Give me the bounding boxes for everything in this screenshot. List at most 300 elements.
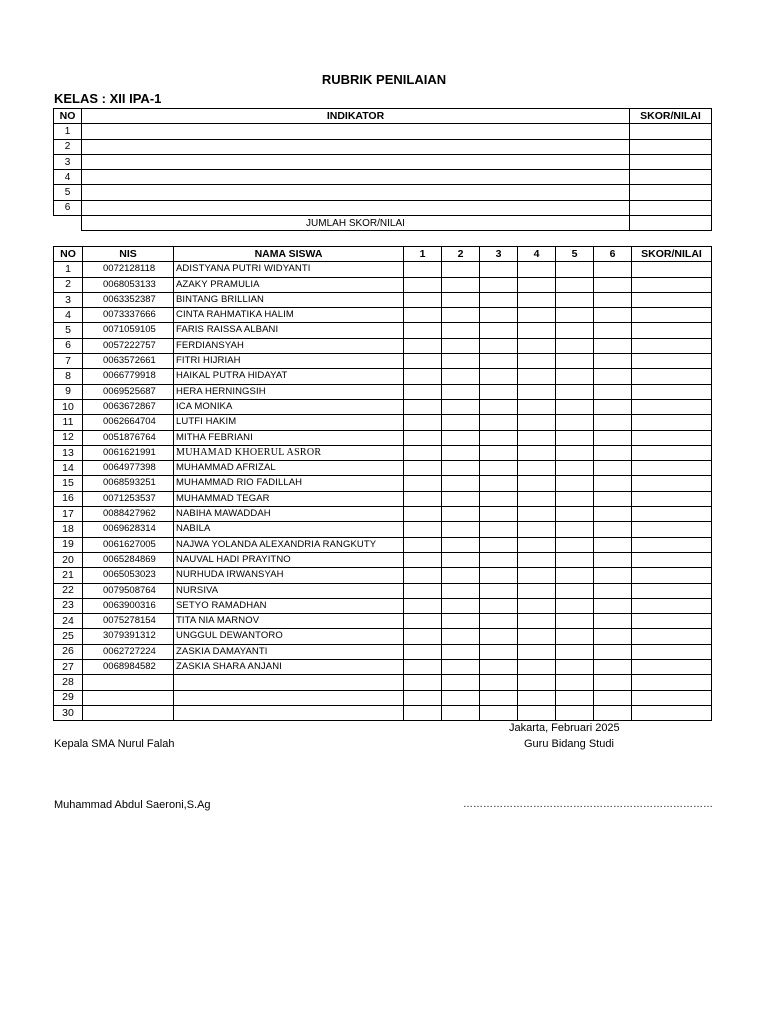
student-nis: 0063352387 bbox=[83, 292, 174, 307]
criteria-2-score-cell bbox=[442, 369, 480, 384]
student-nis: 0073337666 bbox=[83, 308, 174, 323]
indicator-score-cell bbox=[630, 124, 712, 139]
total-score-cell bbox=[632, 690, 712, 705]
criteria-6-score-cell bbox=[594, 705, 632, 720]
criteria-1-score-cell bbox=[404, 690, 442, 705]
criteria-5-score-cell bbox=[556, 629, 594, 644]
indicator-row bbox=[54, 170, 712, 185]
criteria-5-score-cell bbox=[556, 491, 594, 506]
student-nis bbox=[83, 675, 174, 690]
criteria-6-score-cell bbox=[594, 445, 632, 460]
criteria-1-score-cell bbox=[404, 476, 442, 491]
student-nis: 0072128118 bbox=[83, 262, 174, 277]
student-nis: 0068593251 bbox=[83, 476, 174, 491]
student-nis: 0068984582 bbox=[83, 660, 174, 675]
criteria-5-score-cell bbox=[556, 384, 594, 399]
criteria-4-score-cell bbox=[518, 292, 556, 307]
student-table-body bbox=[54, 262, 712, 721]
criteria-2-score-cell bbox=[442, 644, 480, 659]
criteria-6-header: 6 bbox=[594, 247, 632, 262]
criteria-5-score-cell bbox=[556, 445, 594, 460]
criteria-5-score-cell bbox=[556, 568, 594, 583]
student-name: NURSIVA bbox=[174, 583, 404, 598]
criteria-1-score-cell bbox=[404, 614, 442, 629]
criteria-2-score-cell bbox=[442, 476, 480, 491]
criteria-6-score-cell bbox=[594, 308, 632, 323]
total-score-cell bbox=[632, 660, 712, 675]
total-score-cell bbox=[632, 552, 712, 567]
student-row bbox=[54, 354, 712, 369]
criteria-5-score-cell bbox=[556, 277, 594, 292]
total-score-cell bbox=[632, 399, 712, 414]
criteria-4-score-cell bbox=[518, 399, 556, 414]
criteria-6-score-cell bbox=[594, 660, 632, 675]
criteria-2-score-cell bbox=[442, 430, 480, 445]
student-no: 19 bbox=[54, 537, 83, 552]
total-score-cell bbox=[632, 262, 712, 277]
criteria-2-score-cell bbox=[442, 262, 480, 277]
student-no: 15 bbox=[54, 476, 83, 491]
total-score-cell bbox=[632, 384, 712, 399]
criteria-4-score-cell bbox=[518, 568, 556, 583]
student-row bbox=[54, 552, 712, 567]
teacher-signature-line: ………………………………………………………………… bbox=[463, 799, 713, 810]
criteria-4-score-cell bbox=[518, 690, 556, 705]
total-score-cell bbox=[632, 430, 712, 445]
criteria-6-score-cell bbox=[594, 323, 632, 338]
criteria-5-score-cell bbox=[556, 690, 594, 705]
criteria-4-score-cell bbox=[518, 675, 556, 690]
indicator-header: INDIKATOR bbox=[82, 109, 630, 124]
criteria-5-score-cell bbox=[556, 675, 594, 690]
student-row bbox=[54, 277, 712, 292]
total-score-cell bbox=[632, 491, 712, 506]
student-row bbox=[54, 705, 712, 720]
criteria-5-score-cell bbox=[556, 583, 594, 598]
student-name: MUHAMMAD AFRIZAL bbox=[174, 461, 404, 476]
criteria-5-score-cell bbox=[556, 614, 594, 629]
student-name: NURHUDA IRWANSYAH bbox=[174, 568, 404, 583]
criteria-3-score-cell bbox=[480, 476, 518, 491]
indicator-score-cell bbox=[630, 154, 712, 169]
student-name: NAJWA YOLANDA ALEXANDRIA RANGKUTY bbox=[174, 537, 404, 552]
criteria-3-header: 3 bbox=[480, 247, 518, 262]
student-name: NABILA bbox=[174, 522, 404, 537]
student-nis: 0065284869 bbox=[83, 552, 174, 567]
student-nis: 0075278154 bbox=[83, 614, 174, 629]
criteria-4-score-cell bbox=[518, 614, 556, 629]
student-name bbox=[174, 705, 404, 720]
criteria-4-score-cell bbox=[518, 598, 556, 613]
indicator-no: 4 bbox=[54, 170, 82, 185]
criteria-2-score-cell bbox=[442, 292, 480, 307]
student-name: AZAKY PRAMULIA bbox=[174, 277, 404, 292]
criteria-1-score-cell bbox=[404, 522, 442, 537]
score-header: SKOR/NILAI bbox=[632, 247, 712, 262]
student-name: ZASKIA DAMAYANTI bbox=[174, 644, 404, 659]
student-name: CINTA RAHMATIKA HALIM bbox=[174, 308, 404, 323]
criteria-5-score-cell bbox=[556, 292, 594, 307]
criteria-4-score-cell bbox=[518, 522, 556, 537]
criteria-6-score-cell bbox=[594, 338, 632, 353]
criteria-4-score-cell bbox=[518, 461, 556, 476]
student-nis: 0071059105 bbox=[83, 323, 174, 338]
criteria-1-score-cell bbox=[404, 354, 442, 369]
criteria-6-score-cell bbox=[594, 522, 632, 537]
student-name: HAIKAL PUTRA HIDAYAT bbox=[174, 369, 404, 384]
criteria-5-score-cell bbox=[556, 476, 594, 491]
name-header: NAMA SISWA bbox=[174, 247, 404, 262]
criteria-3-score-cell bbox=[480, 323, 518, 338]
criteria-2-score-cell bbox=[442, 445, 480, 460]
criteria-1-score-cell bbox=[404, 705, 442, 720]
criteria-6-score-cell bbox=[594, 262, 632, 277]
criteria-3-score-cell bbox=[480, 598, 518, 613]
criteria-3-score-cell bbox=[480, 537, 518, 552]
criteria-3-score-cell bbox=[480, 690, 518, 705]
student-nis: 0079508764 bbox=[83, 583, 174, 598]
criteria-2-score-cell bbox=[442, 629, 480, 644]
indicator-total-row bbox=[54, 216, 712, 231]
criteria-3-score-cell bbox=[480, 552, 518, 567]
indicator-no: 6 bbox=[54, 200, 82, 215]
total-score-cell bbox=[632, 323, 712, 338]
student-name: UNGGUL DEWANTORO bbox=[174, 629, 404, 644]
criteria-5-score-cell bbox=[556, 308, 594, 323]
criteria-6-score-cell bbox=[594, 461, 632, 476]
student-nis: 0062664704 bbox=[83, 415, 174, 430]
criteria-5-score-cell bbox=[556, 461, 594, 476]
student-no: 25 bbox=[54, 629, 83, 644]
criteria-3-score-cell bbox=[480, 675, 518, 690]
student-name: FERDIANSYAH bbox=[174, 338, 404, 353]
student-name: ADISTYANA PUTRI WIDYANTI bbox=[174, 262, 404, 277]
criteria-6-score-cell bbox=[594, 675, 632, 690]
student-row bbox=[54, 675, 712, 690]
criteria-3-score-cell bbox=[480, 491, 518, 506]
criteria-2-score-cell bbox=[442, 384, 480, 399]
criteria-4-score-cell bbox=[518, 338, 556, 353]
student-row bbox=[54, 568, 712, 583]
student-no: 2 bbox=[54, 277, 83, 292]
student-row bbox=[54, 614, 712, 629]
student-nis: 0065053023 bbox=[83, 568, 174, 583]
place-date: Jakarta, Februari 2025 bbox=[509, 722, 620, 734]
criteria-6-score-cell bbox=[594, 690, 632, 705]
student-no: 21 bbox=[54, 568, 83, 583]
criteria-1-score-cell bbox=[404, 583, 442, 598]
student-no: 5 bbox=[54, 323, 83, 338]
student-nis: 0069628314 bbox=[83, 522, 174, 537]
student-row bbox=[54, 369, 712, 384]
total-score-cell bbox=[632, 583, 712, 598]
student-no: 17 bbox=[54, 507, 83, 522]
no-header: NO bbox=[54, 247, 83, 262]
student-row bbox=[54, 629, 712, 644]
criteria-1-score-cell bbox=[404, 491, 442, 506]
criteria-4-score-cell bbox=[518, 415, 556, 430]
student-no: 27 bbox=[54, 660, 83, 675]
total-score-cell bbox=[630, 216, 712, 231]
criteria-3-score-cell bbox=[480, 384, 518, 399]
criteria-3-score-cell bbox=[480, 629, 518, 644]
criteria-6-score-cell bbox=[594, 384, 632, 399]
criteria-2-score-cell bbox=[442, 354, 480, 369]
indicator-row bbox=[54, 200, 712, 215]
criteria-5-score-cell bbox=[556, 598, 594, 613]
criteria-6-score-cell bbox=[594, 415, 632, 430]
criteria-5-score-cell bbox=[556, 552, 594, 567]
student-row bbox=[54, 430, 712, 445]
criteria-3-score-cell bbox=[480, 430, 518, 445]
criteria-4-score-cell bbox=[518, 629, 556, 644]
student-nis: 0062727224 bbox=[83, 644, 174, 659]
total-score-cell bbox=[632, 277, 712, 292]
indicator-cell bbox=[82, 139, 630, 154]
criteria-3-score-cell bbox=[480, 522, 518, 537]
criteria-2-score-cell bbox=[442, 308, 480, 323]
criteria-6-score-cell bbox=[594, 614, 632, 629]
criteria-5-score-cell bbox=[556, 415, 594, 430]
criteria-2-score-cell bbox=[442, 690, 480, 705]
student-no: 24 bbox=[54, 614, 83, 629]
student-no: 26 bbox=[54, 644, 83, 659]
criteria-1-score-cell bbox=[404, 415, 442, 430]
criteria-5-score-cell bbox=[556, 323, 594, 338]
student-nis: 3079391312 bbox=[83, 629, 174, 644]
indicator-score-header: SKOR/NILAI bbox=[630, 109, 712, 124]
student-name: FARIS RAISSA ALBANI bbox=[174, 323, 404, 338]
criteria-6-score-cell bbox=[594, 598, 632, 613]
criteria-1-score-cell bbox=[404, 262, 442, 277]
indicator-cell bbox=[82, 170, 630, 185]
criteria-1-score-cell bbox=[404, 384, 442, 399]
criteria-2-score-cell bbox=[442, 614, 480, 629]
student-nis: 0061627005 bbox=[83, 537, 174, 552]
student-no: 7 bbox=[54, 354, 83, 369]
student-nis: 0051876764 bbox=[83, 430, 174, 445]
indicator-score-cell bbox=[630, 200, 712, 215]
total-score-cell bbox=[632, 568, 712, 583]
indicator-cell bbox=[82, 124, 630, 139]
student-name: BINTANG BRILLIAN bbox=[174, 292, 404, 307]
criteria-5-score-cell bbox=[556, 522, 594, 537]
student-name: ICA MONIKA bbox=[174, 399, 404, 414]
criteria-1-score-cell bbox=[404, 568, 442, 583]
criteria-6-score-cell bbox=[594, 476, 632, 491]
criteria-3-score-cell bbox=[480, 660, 518, 675]
student-nis: 0063672867 bbox=[83, 399, 174, 414]
student-nis bbox=[83, 705, 174, 720]
indicator-no: 1 bbox=[54, 124, 82, 139]
indicator-cell bbox=[82, 185, 630, 200]
student-row bbox=[54, 598, 712, 613]
student-no: 9 bbox=[54, 384, 83, 399]
criteria-5-score-cell bbox=[556, 262, 594, 277]
student-nis bbox=[83, 690, 174, 705]
criteria-1-score-cell bbox=[404, 277, 442, 292]
criteria-2-score-cell bbox=[442, 552, 480, 567]
criteria-3-score-cell bbox=[480, 308, 518, 323]
criteria-4-score-cell bbox=[518, 430, 556, 445]
total-score-cell bbox=[632, 415, 712, 430]
student-table bbox=[53, 246, 712, 721]
student-row bbox=[54, 522, 712, 537]
student-nis: 0064977398 bbox=[83, 461, 174, 476]
indicator-score-cell bbox=[630, 170, 712, 185]
criteria-1-header: 1 bbox=[404, 247, 442, 262]
criteria-3-score-cell bbox=[480, 445, 518, 460]
criteria-4-score-cell bbox=[518, 537, 556, 552]
criteria-2-score-cell bbox=[442, 675, 480, 690]
principal-name: Muhammad Abdul Saeroni,S.Ag bbox=[54, 799, 211, 811]
criteria-1-score-cell bbox=[404, 445, 442, 460]
student-no: 1 bbox=[54, 262, 83, 277]
class-label: KELAS : XII IPA-1 bbox=[54, 91, 162, 106]
student-no: 28 bbox=[54, 675, 83, 690]
student-no: 3 bbox=[54, 292, 83, 307]
student-name: MUHAMMAD RIO FADILLAH bbox=[174, 476, 404, 491]
criteria-1-score-cell bbox=[404, 629, 442, 644]
criteria-6-score-cell bbox=[594, 644, 632, 659]
criteria-5-score-cell bbox=[556, 644, 594, 659]
student-name bbox=[174, 690, 404, 705]
criteria-1-score-cell bbox=[404, 675, 442, 690]
criteria-6-score-cell bbox=[594, 292, 632, 307]
criteria-6-score-cell bbox=[594, 354, 632, 369]
total-score-cell bbox=[632, 705, 712, 720]
criteria-1-score-cell bbox=[404, 292, 442, 307]
criteria-5-header: 5 bbox=[556, 247, 594, 262]
teacher-role: Guru Bidang Studi bbox=[524, 738, 614, 750]
criteria-1-score-cell bbox=[404, 644, 442, 659]
criteria-5-score-cell bbox=[556, 399, 594, 414]
total-score-label: JUMLAH SKOR/NILAI bbox=[82, 216, 630, 231]
criteria-1-score-cell bbox=[404, 338, 442, 353]
indicator-cell bbox=[82, 200, 630, 215]
indicator-cell bbox=[82, 154, 630, 169]
criteria-4-score-cell bbox=[518, 262, 556, 277]
criteria-4-score-cell bbox=[518, 369, 556, 384]
criteria-4-score-cell bbox=[518, 476, 556, 491]
indicator-no: 3 bbox=[54, 154, 82, 169]
student-row bbox=[54, 445, 712, 460]
student-nis: 0071253537 bbox=[83, 491, 174, 506]
indicator-score-cell bbox=[630, 139, 712, 154]
criteria-5-score-cell bbox=[556, 369, 594, 384]
student-nis: 0057222757 bbox=[83, 338, 174, 353]
student-nis: 0061621991 bbox=[83, 445, 174, 460]
criteria-5-score-cell bbox=[556, 338, 594, 353]
criteria-5-score-cell bbox=[556, 537, 594, 552]
criteria-3-score-cell bbox=[480, 644, 518, 659]
criteria-3-score-cell bbox=[480, 461, 518, 476]
criteria-3-score-cell bbox=[480, 614, 518, 629]
criteria-3-score-cell bbox=[480, 354, 518, 369]
student-row bbox=[54, 507, 712, 522]
criteria-4-header: 4 bbox=[518, 247, 556, 262]
criteria-4-score-cell bbox=[518, 323, 556, 338]
student-name: SETYO RAMADHAN bbox=[174, 598, 404, 613]
criteria-1-score-cell bbox=[404, 399, 442, 414]
student-row bbox=[54, 491, 712, 506]
student-name: ZASKIA SHARA ANJANI bbox=[174, 660, 404, 675]
student-header-row bbox=[54, 247, 712, 262]
criteria-6-score-cell bbox=[594, 399, 632, 414]
criteria-5-score-cell bbox=[556, 354, 594, 369]
student-row bbox=[54, 660, 712, 675]
criteria-2-score-cell bbox=[442, 568, 480, 583]
student-row bbox=[54, 308, 712, 323]
indicator-row bbox=[54, 124, 712, 139]
student-row bbox=[54, 384, 712, 399]
student-name: NABIHA MAWADDAH bbox=[174, 507, 404, 522]
criteria-2-score-cell bbox=[442, 461, 480, 476]
criteria-4-score-cell bbox=[518, 491, 556, 506]
indicator-header-row bbox=[54, 109, 712, 124]
criteria-2-score-cell bbox=[442, 705, 480, 720]
student-name: MUHAMMAD TEGAR bbox=[174, 491, 404, 506]
student-no: 10 bbox=[54, 399, 83, 414]
criteria-2-score-cell bbox=[442, 583, 480, 598]
criteria-1-score-cell bbox=[404, 461, 442, 476]
criteria-1-score-cell bbox=[404, 598, 442, 613]
criteria-1-score-cell bbox=[404, 430, 442, 445]
student-name: FITRI HIJRIAH bbox=[174, 354, 404, 369]
student-no: 16 bbox=[54, 491, 83, 506]
total-score-cell bbox=[632, 522, 712, 537]
criteria-4-score-cell bbox=[518, 308, 556, 323]
student-no: 30 bbox=[54, 705, 83, 720]
criteria-5-score-cell bbox=[556, 705, 594, 720]
criteria-2-score-cell bbox=[442, 415, 480, 430]
principal-role: Kepala SMA Nurul Falah bbox=[54, 738, 175, 750]
student-no: 20 bbox=[54, 552, 83, 567]
student-no: 22 bbox=[54, 583, 83, 598]
student-no: 23 bbox=[54, 598, 83, 613]
student-row bbox=[54, 537, 712, 552]
nis-header: NIS bbox=[83, 247, 174, 262]
criteria-6-score-cell bbox=[594, 629, 632, 644]
student-row bbox=[54, 323, 712, 338]
criteria-1-score-cell bbox=[404, 369, 442, 384]
criteria-4-score-cell bbox=[518, 660, 556, 675]
criteria-2-score-cell bbox=[442, 277, 480, 292]
criteria-6-score-cell bbox=[594, 369, 632, 384]
student-row bbox=[54, 399, 712, 414]
criteria-3-score-cell bbox=[480, 399, 518, 414]
student-no: 13 bbox=[54, 445, 83, 460]
criteria-6-score-cell bbox=[594, 552, 632, 567]
criteria-4-score-cell bbox=[518, 552, 556, 567]
criteria-4-score-cell bbox=[518, 583, 556, 598]
criteria-3-score-cell bbox=[480, 369, 518, 384]
student-row bbox=[54, 476, 712, 491]
student-name: MUHAMAD KHOERUL ASROR bbox=[174, 445, 404, 460]
total-score-cell bbox=[632, 445, 712, 460]
student-row bbox=[54, 690, 712, 705]
student-row bbox=[54, 262, 712, 277]
indicator-total-blank bbox=[54, 216, 82, 231]
criteria-3-score-cell bbox=[480, 292, 518, 307]
criteria-2-score-cell bbox=[442, 660, 480, 675]
criteria-2-score-cell bbox=[442, 338, 480, 353]
criteria-2-score-cell bbox=[442, 522, 480, 537]
criteria-3-score-cell bbox=[480, 415, 518, 430]
criteria-3-score-cell bbox=[480, 507, 518, 522]
student-nis: 0069525687 bbox=[83, 384, 174, 399]
indicator-table bbox=[53, 108, 712, 231]
